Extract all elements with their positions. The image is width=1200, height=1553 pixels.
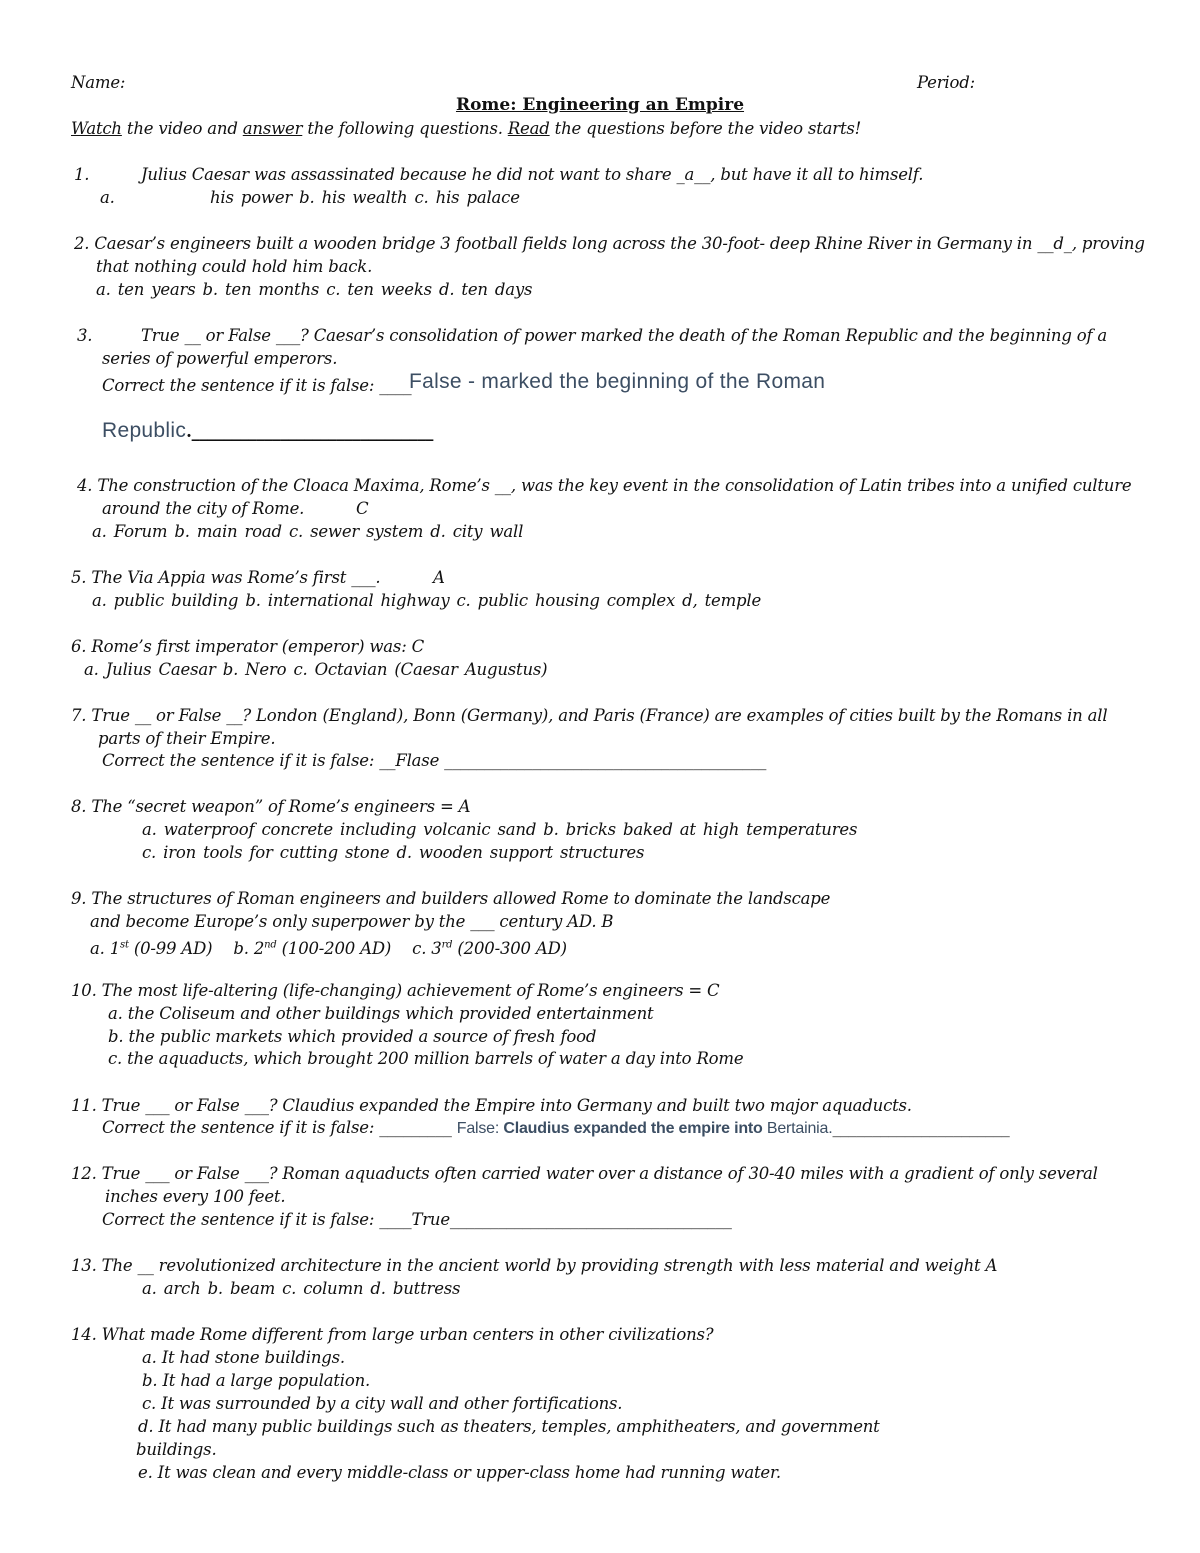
q1-options: his power b. his wealth c. his palace: [210, 188, 520, 207]
q10-option-c: c. the aquaducts, which brought 200 million barrels of water a day into Rome: [108, 1049, 744, 1068]
instr-read: Read: [507, 119, 550, 138]
q11-answer-tail: ______________________: [832, 1118, 1010, 1137]
q2-options: a. ten years b. ten months c. ten weeks d. ten days: [96, 280, 533, 299]
q1-text: Julius Caesar was assassinated because he did not want to share _a__, but have it all to himself.: [141, 165, 924, 184]
q7-correct: Correct the sentence if it is false: __Flase ________________________________________: [102, 751, 767, 770]
q12-line1: 12. True ___ or False ___? Roman aquaducts often carried water over a distance of 30-40 miles with a gradient of only several: [71, 1164, 1098, 1183]
q9-line1: 9. The structures of Roman engineers and builders allowed Rome to dominate the landscape: [71, 889, 831, 908]
q3-line1: True __ or False ___? Caesar’s consolidation of power marked the death of the Roman Republic and the beginning of a: [141, 326, 1108, 345]
q14-option-a: a. It had stone buildings.: [142, 1348, 345, 1367]
q8-options-cd: c. iron tools for cutting stone d. wooden support structures: [142, 843, 645, 862]
q2-line2: that nothing could hold him back.: [96, 257, 373, 276]
q10-option-a: a. the Coliseum and other buildings which provided entertainment: [108, 1004, 654, 1023]
instr-watch: Watch: [71, 119, 122, 138]
q3-answer-line2: [102, 421, 433, 442]
q1-number: 1.: [74, 165, 90, 184]
q9-option-c: c. 3rd (200-300 AD): [412, 938, 567, 958]
instr-mid2: the following questions.: [302, 119, 508, 138]
instructions: [71, 119, 861, 139]
q14-option-b: b. It had a large population.: [142, 1371, 371, 1390]
q12-line2: inches every 100 feet.: [105, 1187, 286, 1206]
q4-line1: 4. The construction of the Cloaca Maxima, Rome’s __, was the key event in the consolidation of Latin tribes into a unified culture: [77, 476, 1132, 495]
q2-line1: 2. Caesar’s engineers built a wooden bridge 3 football fields long across the 30-foot- deep Rhine River in Germany in __d_, proving: [74, 234, 1145, 253]
q8-options-ab: a. waterproof concrete including volcanic sand b. bricks baked at high temperatures: [142, 820, 858, 839]
q11-correct-label: Correct the sentence if it is false: _________: [102, 1118, 452, 1137]
q9-options: [90, 935, 567, 959]
q14-option-c: c. It was surrounded by a city wall and other fortifications.: [142, 1394, 623, 1413]
q8-line1: 8. The “secret weapon” of Rome’s engineers = A: [71, 797, 471, 816]
q5-answer: A: [433, 568, 445, 587]
q4-options: a. Forum b. main road c. sewer system d. city wall: [92, 522, 524, 541]
q3-answer-word: Republic: [102, 419, 187, 442]
q4-answer: C: [356, 499, 369, 518]
q3-answer-tail: .______________________________: [186, 422, 434, 441]
q7-line2: parts of their Empire.: [98, 729, 276, 748]
q5-line1: 5. The Via Appia was Rome’s first ___.: [71, 568, 381, 587]
q6-options: a. Julius Caesar b. Nero c. Octavian (Caesar Augustus): [84, 660, 548, 679]
q13-line1: 13. The __ revolutionized architecture in the ancient world by providing strength with less material and weight A: [71, 1256, 998, 1275]
instr-end: the questions before the video starts!: [549, 119, 862, 138]
q11-answer-place: Bertainia.: [766, 1120, 833, 1137]
q9-option-b: b. 2nd (100-200 AD): [233, 938, 392, 958]
q1-option-a: a.: [100, 188, 115, 207]
q14-line1: 14. What made Rome different from large urban centers in other civilizations?: [71, 1325, 714, 1344]
q14-option-d-cont: buildings.: [136, 1440, 217, 1459]
q4-line2: around the city of Rome.: [102, 499, 305, 518]
q11-answer-bold: Claudius expanded the empire into: [503, 1120, 767, 1137]
instr-mid1: the video and: [121, 119, 243, 138]
instr-answer: answer: [242, 119, 303, 138]
q3-number: 3.: [77, 326, 93, 345]
page-title: Rome: Engineering an Empire: [455, 95, 745, 115]
q3-line2: series of powerful emperors.: [102, 349, 338, 368]
q6-line1: 6. Rome’s first imperator (emperor) was: C: [71, 637, 425, 656]
q7-line1: 7. True __ or False __? London (England), Bonn (Germany), and Paris (France) are examples of cities built by the Romans in all: [71, 706, 1108, 725]
q3-answer-line1: False - marked the beginning of the Roman: [409, 370, 826, 393]
q9-option-a: a. 1st (0-99 AD): [90, 938, 213, 958]
q14-option-d: d. It had many public buildings such as theaters, temples, amphitheaters, and government: [138, 1417, 880, 1436]
q9-line2: and become Europe’s only superpower by the ___ century AD. B: [90, 912, 614, 931]
period-label: Period:: [917, 73, 975, 92]
q10-option-b: b. the public markets which provided a source of fresh food: [108, 1027, 597, 1046]
q5-options: a. public building b. international highway c. public housing complex d, temple: [92, 591, 762, 610]
name-label: Name:: [71, 73, 126, 92]
q13-options: a. arch b. beam c. column d. buttress: [142, 1279, 461, 1298]
q10-line1: 10. The most life-altering (life-changing) achievement of Rome’s engineers = C: [71, 981, 720, 1000]
q11-answer-false: False:: [456, 1120, 504, 1137]
q11-line1: 11. True ___ or False ___? Claudius expanded the Empire into Germany and built two major aquaducts.: [71, 1096, 912, 1115]
q11-correct: [102, 1118, 1010, 1139]
q12-correct: Correct the sentence if it is false: ____True___________________________________: [102, 1210, 732, 1229]
q14-option-e: e. It was clean and every middle-class or upper-class home had running water.: [138, 1463, 781, 1482]
q3-correct-label: Correct the sentence if it is false: ____: [102, 376, 412, 395]
